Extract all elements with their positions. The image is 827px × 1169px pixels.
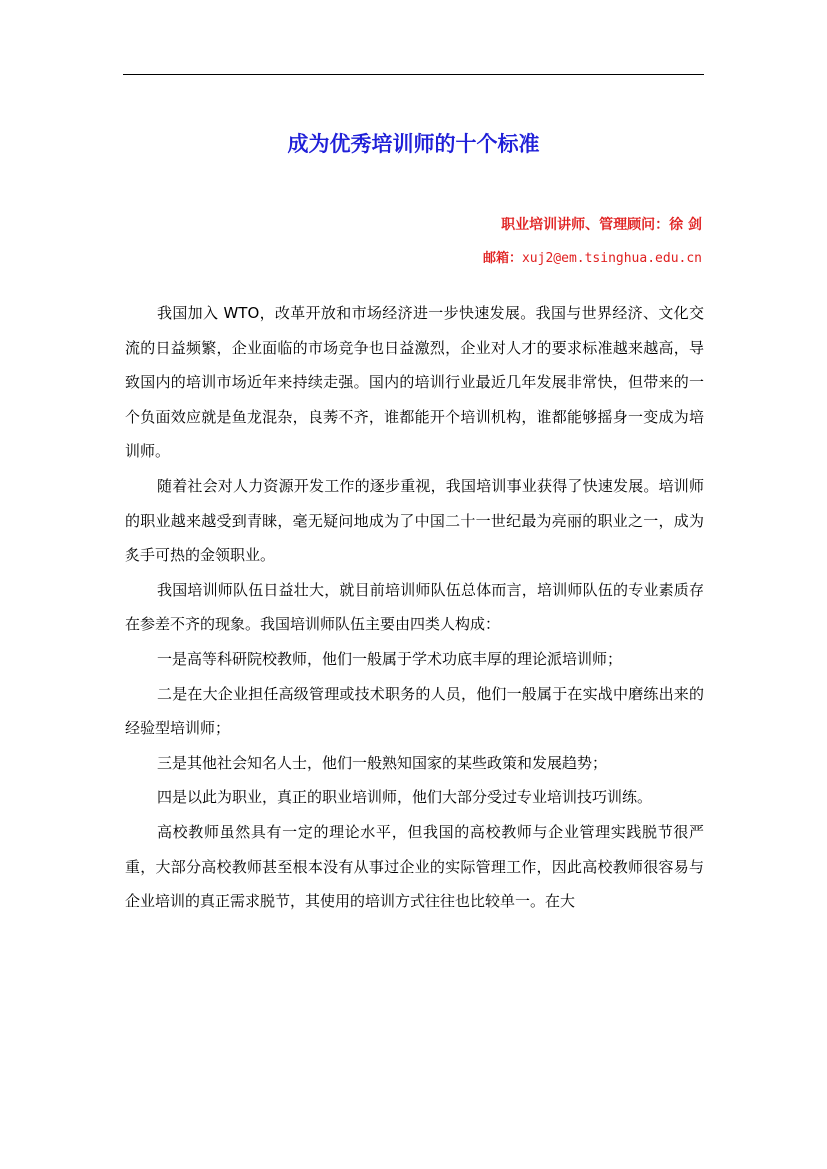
paragraph-type-three: 三是其他社会知名人士，他们一般熟知国家的某些政策和发展趋势；	[157, 753, 608, 772]
paragraph-type-four: 四是以此为职业，真正的职业培训师，他们大部分受过专业培训技巧训练。	[157, 788, 653, 807]
paragraph-type-two: 二是在大企业担任高级管理或技术职务的人员，他们一般属于在实战中磨练出来的经验型培训师；	[125, 684, 704, 738]
paragraph-development: 随着社会对人力资源开发工作的逐步重视，我国培训事业获得了快速发展。培训师的职业越来越受到青睐，毫无疑问地成为了中国二十一世纪最为亮丽的职业之一，成为炙手可热的金领职业。	[125, 476, 704, 565]
document-body	[125, 296, 704, 919]
author-line: 职业培训讲师、管理顾问：徐 剑	[501, 217, 702, 233]
header-divider	[123, 74, 704, 75]
paragraph-composition: 我国培训师队伍日益壮大，就目前培训师队伍总体而言，培训师队伍的专业素质存在参差不齐的现象。我国培训师队伍主要由四类人构成：	[125, 580, 704, 634]
document-title: 成为优秀培训师的十个标准	[287, 132, 540, 156]
email-label: 邮箱：	[482, 251, 522, 266]
paragraph-intro: 我国加入 WTO，改革开放和市场经济进一步快速发展。我国与世界经济、文化交流的日益频繁，企业面临的市场竞争也日益激烈，企业对人才的要求标准越来越高，导致国内的培训市场近年来持续走强。国内的培训行业最近几年发展非常快，但带来的一个负面效应就是鱼龙混杂，良莠不齐，谁都能开个培训机构，谁都能够摇身一变成为培训师。	[125, 304, 704, 461]
paragraph-teachers: 高校教师虽然具有一定的理论水平，但我国的高校教师与企业管理实践脱节很严重，大部分高校教师甚至根本没有从事过企业的实际管理工作，因此高校教师很容易与企业培训的真正需求脱节，其使用的培训方式往往也比较单一。在大	[125, 822, 704, 911]
email-line	[483, 247, 702, 266]
paragraph-type-one: 一是高等科研院校教师，他们一般属于学术功底丰厚的理论派培训师；	[157, 649, 623, 668]
email-address[interactable]: xuj2@em.tsinghua.edu.cn	[521, 251, 702, 266]
